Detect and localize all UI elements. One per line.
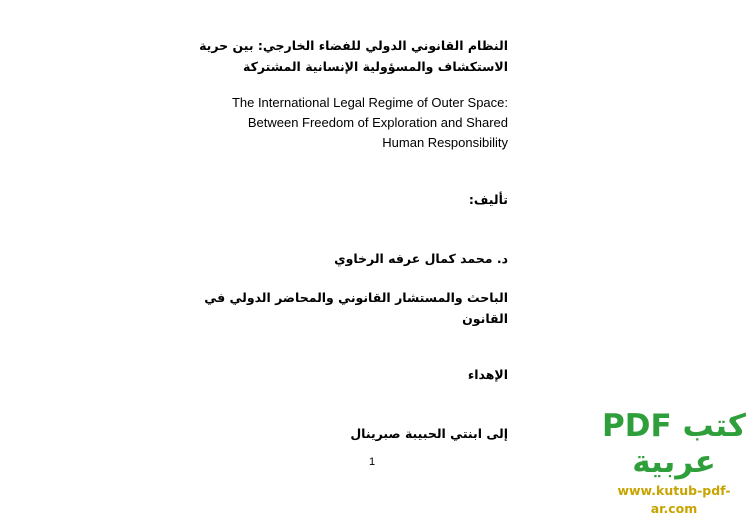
author-name: د. محمد كمال عرفه الرخاوي	[334, 251, 508, 266]
dedication-text: إلى ابنتي الحبيبة صبرينال	[350, 426, 508, 441]
watermark-url: www.kutub-pdf-ar.com	[617, 483, 731, 516]
author-label: تأليف:	[468, 192, 508, 207]
watermark-title: كتب PDF عربية	[602, 408, 746, 480]
arabic-title-line-2: الاستكشاف والمسؤولية الإنسانية المشتركة	[243, 59, 508, 74]
author-description	[204, 287, 508, 329]
author-description-line-1: الباحث والمستشار القانوني والمحاضر الدولي في	[204, 290, 508, 305]
page-number: 1	[369, 456, 376, 468]
watermark-logo	[598, 408, 750, 518]
english-title-line-3: Human Responsibility	[382, 135, 508, 150]
english-title	[232, 93, 508, 153]
arabic-title	[199, 35, 508, 77]
arabic-title-line-1: النظام القانوني الدولي للفضاء الخارجي: بين حرية	[199, 38, 508, 53]
dedication-heading: الإهداء	[467, 367, 508, 382]
english-title-line-2: Between Freedom of Exploration and Shared	[247, 115, 508, 130]
english-title-line-1: The International Legal Regime of Outer Space:	[231, 95, 508, 110]
author-description-line-2: القانون	[462, 311, 508, 326]
